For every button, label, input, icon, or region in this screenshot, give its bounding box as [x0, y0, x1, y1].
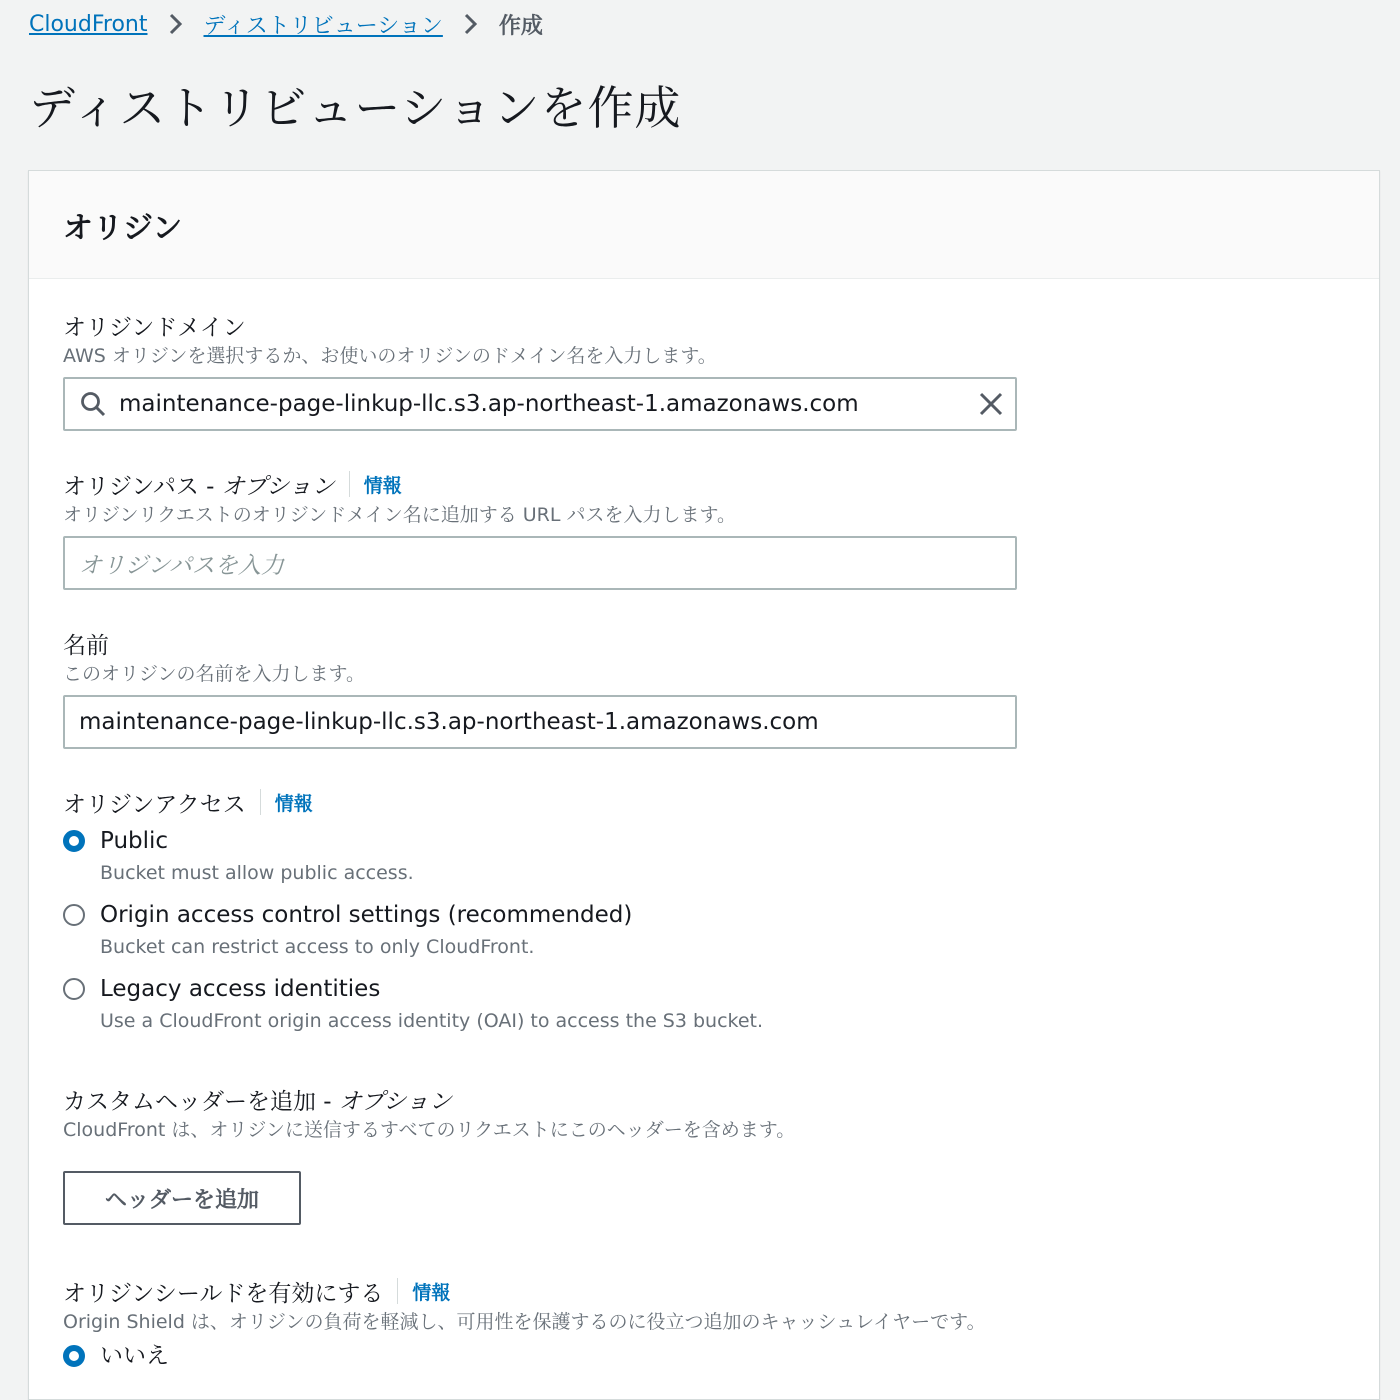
origin-domain-description: AWS オリジンを選択するか、お使いのオリジンのドメイン名を入力します。: [63, 345, 717, 367]
radio-label: Origin access control settings (recommended): [100, 902, 633, 928]
divider: [397, 1278, 398, 1304]
radio-option-legacy[interactable]: [63, 974, 763, 1036]
radio-description: Use a CloudFront origin access identity (OAI) to access the S3 bucket.: [100, 1010, 764, 1032]
origin-access-label: オリジンアクセス: [63, 791, 246, 818]
radio-button[interactable]: [63, 1345, 85, 1367]
origin-path-info-link[interactable]: 情報: [363, 474, 402, 497]
origin-path-placeholder: オリジンパスを入力: [79, 552, 284, 579]
origin-path-field: [63, 468, 1017, 590]
custom-header-description: CloudFront は、オリジンに送信するすべてのリクエストにこのヘッダーを含めます。: [63, 1119, 796, 1141]
origin-access-info-link[interactable]: 情報: [274, 792, 313, 815]
breadcrumb: [29, 8, 543, 40]
origin-panel: [28, 170, 1380, 1400]
radio-button[interactable]: [63, 978, 85, 1000]
close-icon[interactable]: [977, 390, 1005, 418]
custom-header-field: [63, 1083, 795, 1225]
origin-path-input[interactable]: [63, 536, 1017, 590]
origin-shield-info-link[interactable]: 情報: [412, 1281, 451, 1304]
name-input[interactable]: [63, 695, 1017, 749]
radio-description: Bucket must allow public access.: [100, 862, 414, 884]
breadcrumb-cloudfront-link[interactable]: CloudFront: [29, 11, 148, 37]
divider: [260, 789, 261, 815]
radio-description: Bucket can restrict access to only CloudFront.: [100, 936, 535, 958]
radio-label: Legacy access identities: [100, 976, 381, 1002]
search-icon: [77, 388, 109, 420]
radio-option-oac[interactable]: [63, 900, 763, 962]
origin-domain-value: maintenance-page-linkup-llc.s3.ap-northeast-1.amazonaws.com: [119, 391, 859, 417]
name-description: このオリジンの名前を入力します。: [63, 663, 366, 685]
radio-option-no[interactable]: [63, 1341, 986, 1371]
origin-shield-description: Origin Shield は、オリジンの負荷を軽減し、可用性を保護するのに役立つ追加のキャッシュレイヤーです。: [63, 1311, 986, 1333]
origin-domain-field: [63, 309, 1017, 431]
name-label: 名前: [63, 632, 109, 659]
panel-title: オリジン: [63, 210, 183, 246]
origin-shield-label: オリジンシールドを有効にする: [63, 1280, 384, 1307]
divider: [349, 471, 350, 497]
custom-header-label: カスタムヘッダーを追加 - オプション: [63, 1088, 452, 1115]
add-header-button[interactable]: ヘッダーを追加: [63, 1171, 301, 1225]
panel-header: [29, 171, 1379, 279]
breadcrumb-distributions-link[interactable]: ディストリビューション: [203, 13, 443, 39]
chevron-right-icon: [443, 13, 499, 35]
radio-button[interactable]: [63, 830, 85, 852]
radio-button[interactable]: [63, 904, 85, 926]
origin-access-field: [63, 786, 763, 1036]
origin-path-label: オリジンパス - オプション: [63, 473, 335, 500]
breadcrumb-current: 作成: [498, 13, 543, 39]
name-field: [63, 627, 1017, 749]
page-title: ディストリビューションを作成: [29, 81, 682, 135]
radio-label: いいえ: [100, 1343, 169, 1369]
origin-domain-label: オリジンドメイン: [63, 314, 246, 341]
origin-domain-input[interactable]: [63, 377, 1017, 431]
radio-option-public[interactable]: [63, 826, 763, 888]
origin-shield-field: [63, 1275, 986, 1371]
chevron-right-icon: [148, 13, 204, 35]
radio-label: Public: [100, 828, 169, 854]
name-value: maintenance-page-linkup-llc.s3.ap-northeast-1.amazonaws.com: [79, 709, 819, 735]
origin-path-description: オリジンリクエストのオリジンドメイン名に追加する URL パスを入力します。: [63, 504, 736, 526]
